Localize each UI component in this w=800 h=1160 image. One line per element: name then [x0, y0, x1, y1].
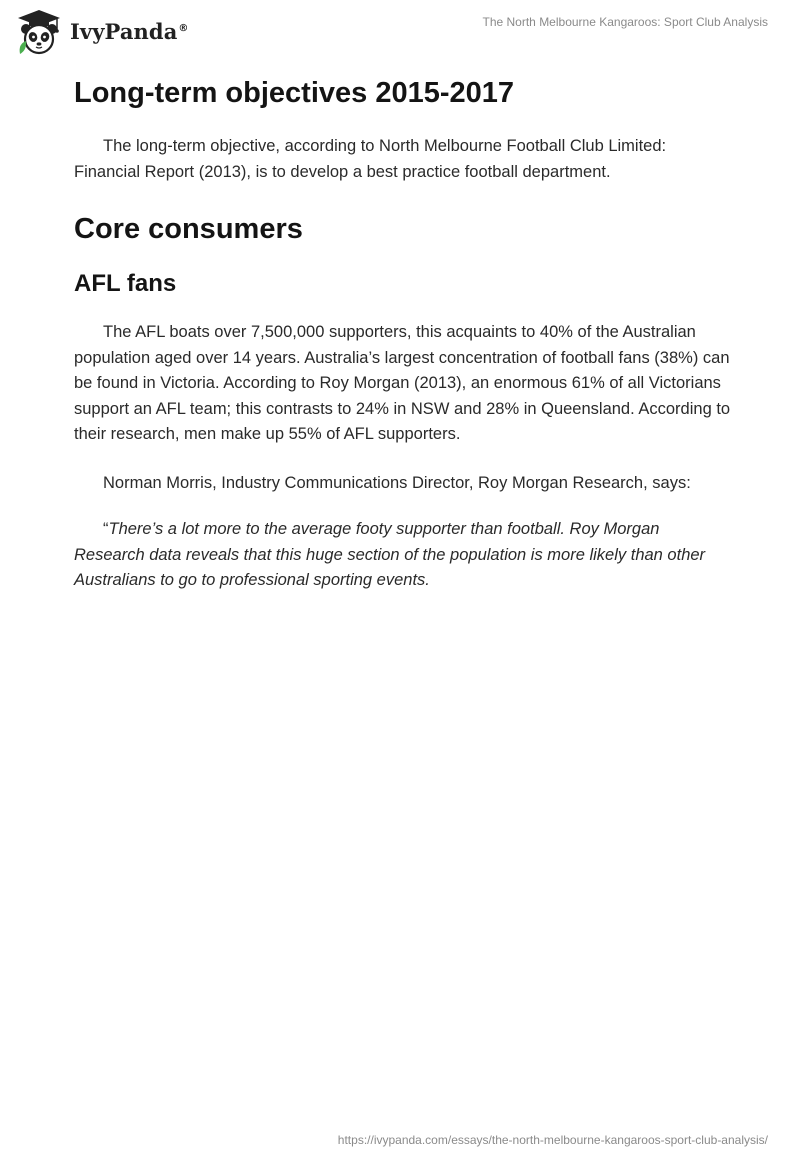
heading-afl-fans: AFL fans	[74, 270, 177, 297]
paragraph-afl-fans: The AFL boats over 7,500,000 supporters, this acquaints to 40% of the Australian population aged over 14 years. Australia’s largest concentration of football fans (38%) can be found in Victoria. According to Roy Morgan (2013), an enormous 61% of all Victorians support an AFL team; this contrasts to 24% in NSW and 28% in Queensland. According to their research, men make up 55% of AFL supporters.	[74, 323, 731, 443]
heading-long-term-objectives: Long-term objectives 2015-2017	[74, 77, 515, 109]
ivypanda-logo[interactable]	[14, 8, 189, 56]
heading-core-consumers: Core consumers	[74, 213, 303, 245]
quote-text: There’s a lot more to the average footy supporter than football. Roy Morgan Research data reveals that this huge section of the population is more likely than other Australians to go to professional sporting events.	[74, 520, 706, 589]
quote-open-mark: “	[103, 520, 109, 538]
paragraph-long-term-objective: The long-term objective, according to North Melbourne Football Club Limited: Financial Report (2013), is to develop a best practice football department.	[74, 137, 667, 181]
paragraph-norman-morris: Norman Morris, Industry Communications Director, Roy Morgan Research, says:	[103, 473, 691, 492]
document-title: The North Melbourne Kangaroos: Sport Club Analysis	[482, 15, 768, 29]
page-header	[0, 0, 800, 60]
source-url[interactable]: https://ivypanda.com/essays/the-north-melbourne-kangaroos-sport-club-analysis/	[337, 1133, 768, 1147]
quote-paragraph	[74, 517, 734, 594]
panda-logo-icon	[14, 8, 64, 56]
essay-content	[74, 70, 734, 594]
logo-wordmark: IvyPanda®	[70, 18, 189, 44]
